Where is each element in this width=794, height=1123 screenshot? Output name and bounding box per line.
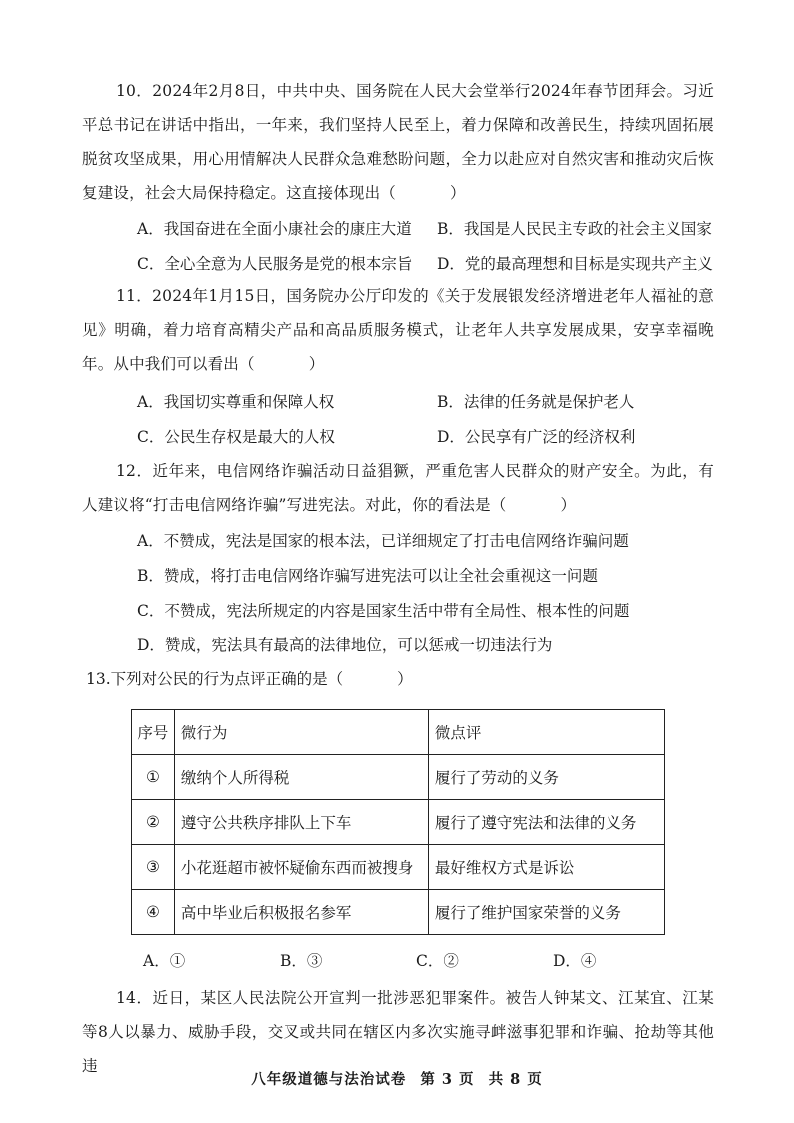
table-cell: 履行了劳动的义务 — [428, 755, 664, 800]
question-11-option-d[interactable]: D．公民享有广泛的经济权利 — [437, 428, 636, 446]
question-11-option-a[interactable]: A．我国切实尊重和保障人权 — [137, 393, 335, 411]
question-11-option-c[interactable]: C．公民生存权是最大的人权 — [137, 428, 335, 446]
question-12-stem: 12．近年来，电信网络诈骗活动日益猖獗，严重危害人民群众的财产安全。为此，有人建议将“打击电信网络诈骗”写进宪法。对此，你的看法是（ ） — [82, 462, 714, 514]
table-header-cell: 微行为 — [174, 710, 428, 755]
question-12-option-a[interactable]: A．不赞成，宪法是国家的根本法，已详细规定了打击电信网络诈骗问题 — [137, 532, 629, 550]
table-header-cell: 序号 — [132, 710, 175, 755]
table-row — [132, 755, 665, 800]
table-cell: 高中毕业后积极报名参军 — [174, 890, 428, 935]
question-12-option-b[interactable]: B．赞成，将打击电信网络诈骗写进宪法可以让全社会重视这一问题 — [137, 567, 598, 585]
question-13-option-a[interactable]: A．① — [143, 952, 186, 970]
table-cell: 小花逛超市被怀疑偷东西而被搜身 — [174, 845, 428, 890]
table-row — [132, 800, 665, 845]
question-14-stem: 14．近日，某区人民法院公开宣判一批涉恶犯罪案件。被告人钟某文、江某宜、江某等8人以暴力、威胁手段，交叉或共同在辖区内多次实施寻衅滋事犯罪和诈骗、抢劫等其他违 — [82, 989, 714, 1075]
table-cell: 履行了维护国家荣誉的义务 — [428, 890, 664, 935]
page-footer — [0, 1068, 794, 1089]
question-12-option-c[interactable]: C．不赞成，宪法所规定的内容是国家生活中带有全局性、根本性的问题 — [137, 602, 630, 620]
table-cell: 缴纳个人所得税 — [174, 755, 428, 800]
table-cell: 遵守公共秩序排队上下车 — [174, 800, 428, 845]
table-cell: ② — [132, 800, 175, 845]
question-10-option-a[interactable]: A．我国奋进在全面小康社会的康庄大道 — [137, 220, 412, 238]
table-row — [132, 845, 665, 890]
table-cell: ① — [132, 755, 175, 800]
table-cell: ④ — [132, 890, 175, 935]
table-header-row — [132, 710, 665, 755]
table-header-cell: 微点评 — [428, 710, 664, 755]
footer-total-pages: 共 8 页 — [488, 1071, 543, 1088]
table-cell: 履行了遵守宪法和法律的义务 — [428, 800, 664, 845]
question-10-option-c[interactable]: C．全心全意为人民服务是党的根本宗旨 — [137, 255, 413, 273]
footer-page-number: 第 3 页 — [420, 1071, 475, 1088]
question-12-option-d[interactable]: D．赞成，宪法具有最高的法律地位，可以惩戒一切违法行为 — [137, 636, 553, 654]
question-13-option-b[interactable]: B．③ — [280, 952, 323, 970]
table-row — [132, 890, 665, 935]
question-13-option-c[interactable]: C．② — [416, 952, 459, 970]
table-cell: ③ — [132, 845, 175, 890]
question-11-option-b[interactable]: B．法律的任务就是保护老人 — [437, 393, 635, 411]
question-11-stem: 11．2024年1月15日，国务院办公厅印发的《关于发展银发经济增进老年人福祉的意见》明确，着力培育高精尖产品和高品质服务模式，让老年人共享发展成果，安享幸福晚年。从中我们可以看出（ ） — [82, 287, 714, 373]
question-13-table — [131, 709, 665, 935]
question-13-option-d[interactable]: D．④ — [553, 952, 597, 970]
footer-exam-title: 八年级道德与法治试卷 — [251, 1071, 407, 1088]
question-10-option-d[interactable]: D．党的最高理想和目标是实现共产主义 — [437, 255, 713, 273]
question-10-stem: 10．2024年2月8日，中共中央、国务院在人民大会堂举行2024年春节团拜会。习近平总书记在讲话中指出，一年来，我们坚持人民至上，着力保障和改善民生，持续巩固拓展脱贫攻坚成果，用心用情解决人民群众急难愁盼问题，全力以赴应对自然灾害和推动灾后恢复建设，社会大局保持稳定。这直接体现出（ ） — [82, 82, 714, 202]
question-13-stem: 13.下列对公民的行为点评正确的是（ ） — [86, 670, 413, 688]
question-10-option-b[interactable]: B．我国是人民民主专政的社会主义国家 — [437, 220, 712, 238]
table-cell: 最好维权方式是诉讼 — [428, 845, 664, 890]
